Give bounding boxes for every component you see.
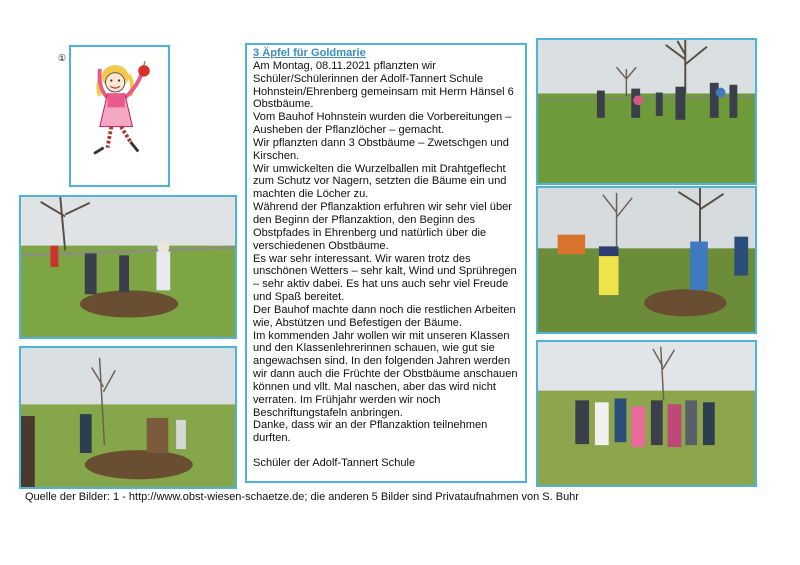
article-title: 3 Äpfel für Goldmarie <box>253 47 366 59</box>
article-paragraph: Wir pflanzten dann 3 Obstbäume – Zwetschgen und Kirschen. <box>253 136 509 162</box>
photo-group-field <box>536 38 757 185</box>
article-paragraph: Es war sehr interessant. Wir waren trotz des unschönen Wetters – sehr kalt, Wind und Sprühregen – sehr aktiv dabei. Es hat uns auch sehr viel Freude und Spaß bereitet. <box>253 252 517 304</box>
article-paragraph: Der Bauhof machte dann noch die restlichen Arbeiten wie, Abstützen und Befestigen der Bäume. <box>253 303 516 329</box>
image-number-marker: ① <box>58 53 67 63</box>
article-textbox <box>245 43 527 483</box>
photo-class-group <box>536 340 757 487</box>
article-paragraph: Am Montag, 08.11.2021 pflanzten wir Schüler/Schülerinnen der Adolf-Tannert Schule Hohnstein/Ehrenberg gemeinsam mit Herrn Hänsel 6 Obstbäume. <box>253 59 514 111</box>
article-paragraph: Im kommenden Jahr wollen wir mit unseren Klassen und den Klassenlehrerinnen schauen, wie gut sie angewachsen sind. In den folgenden Jahren werden wir dann auch die Früchte der Obstbäume anschauen können und vllt. Mal naschen, aber das wird nicht verraten. Im Frühjahr werden wir noch Beschriftungstafeln anbringen. <box>253 329 518 419</box>
photo-planting-tree <box>19 195 237 339</box>
girl-with-apple-drawing <box>71 47 168 185</box>
photo-tree-hole <box>19 346 237 489</box>
photo-children-truck <box>536 186 757 334</box>
image-source-caption: Quelle der Bilder: 1 - http://www.obst-wiesen-schaetze.de; die anderen 5 Bilder sind Privataufnahmen von S. Buhr <box>25 491 579 503</box>
illustration-goldmarie <box>69 45 170 187</box>
article-paragraph: Vom Bauhof Hohnstein wurden die Vorbereitungen – Ausheben der Pflanzlöcher – gemacht. <box>253 111 512 137</box>
article-paragraph: Danke, dass wir an der Pflanzaktion teilnehmen durften. <box>253 419 488 445</box>
article-paragraph: Wir umwickelten die Wurzelballen mit Drahtgeflecht zum Schutz vor Nagern, setzten die Bäume ein und machten die Löcher zu. <box>253 162 507 201</box>
article-signature: Schüler der Adolf-Tannert Schule <box>253 457 416 470</box>
article-paragraph: Während der Pflanzaktion erfuhren wir sehr viel über den Beginn der Pflanzaktion, den Beginn des Obstpfades in Ehrenberg und natürlich über die verschiedenen Obstbäume. <box>253 201 512 252</box>
